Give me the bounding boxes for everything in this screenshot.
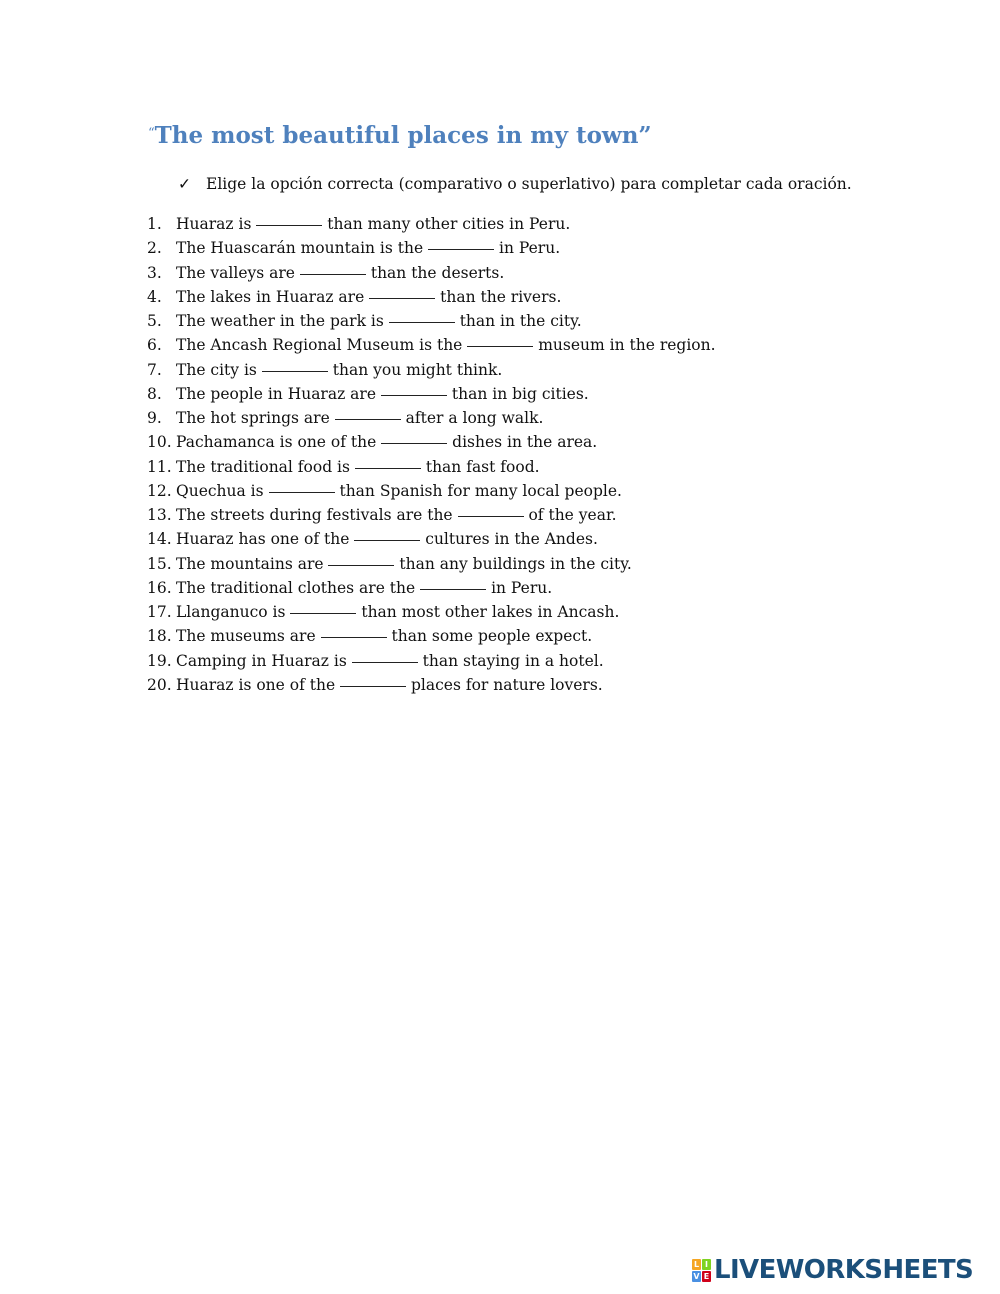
question-item: [147, 552, 716, 576]
question-text-after: places for nature lovers.: [411, 675, 603, 694]
question-text-after: in Peru.: [499, 239, 561, 258]
question-text-after: of the year.: [528, 506, 617, 524]
answer-blank[interactable]: [321, 636, 387, 638]
question-item: [147, 576, 716, 600]
logo-text: LIVEWORKSHEETS: [714, 1255, 974, 1285]
answer-blank[interactable]: [352, 661, 418, 663]
question-text-after: than many other cities in Peru.: [327, 215, 571, 233]
question-number: 2.: [147, 239, 162, 258]
question-text-before: Huaraz is one of the: [176, 675, 336, 694]
question-text-before: The museums are: [176, 627, 316, 646]
answer-blank[interactable]: [300, 273, 366, 275]
question-item: [147, 430, 716, 454]
question-text-before: The mountains are: [176, 554, 324, 573]
question-number: 20.: [147, 675, 172, 694]
question-item: [147, 527, 716, 551]
question-item: [147, 261, 716, 285]
answer-blank[interactable]: [335, 418, 401, 420]
question-list: [147, 212, 716, 697]
question-text-before: The streets during festivals are the: [176, 506, 453, 524]
answer-blank[interactable]: [467, 345, 533, 347]
question-text-before: The Huascarán mountain is the: [176, 239, 424, 258]
question-number: 8.: [147, 384, 162, 403]
question-text-after: than in the city.: [459, 312, 582, 330]
answer-blank[interactable]: [355, 467, 421, 469]
liveworksheets-logo: [692, 1254, 973, 1286]
question-item: [147, 673, 716, 697]
question-text-after: than the rivers.: [440, 287, 562, 306]
question-text-after: museum in the region.: [538, 336, 716, 355]
question-number: 17.: [147, 603, 172, 621]
question-text-before: The weather in the park is: [176, 312, 384, 330]
question-item: [147, 479, 716, 503]
question-text-after: than any buildings in the city.: [399, 554, 632, 573]
question-number: 3.: [147, 263, 162, 282]
instruction: [178, 172, 852, 196]
question-text-after: cultures in the Andes.: [425, 530, 598, 549]
question-number: 16.: [147, 578, 172, 597]
question-text-after: than some people expect.: [391, 627, 593, 646]
question-text-before: Quechua is: [176, 481, 264, 500]
question-text-before: Llanganuco is: [176, 603, 286, 621]
question-item: [147, 455, 716, 479]
logo-tile: I: [702, 1259, 711, 1270]
question-text-after: than fast food.: [425, 457, 540, 476]
answer-blank[interactable]: [381, 442, 447, 444]
answer-blank[interactable]: [389, 321, 455, 323]
title-text: The most beautiful places in my town”: [154, 122, 652, 149]
question-text-before: Pachamanca is one of the: [176, 433, 377, 452]
question-item: [147, 406, 716, 430]
answer-blank[interactable]: [458, 515, 524, 517]
answer-blank[interactable]: [290, 612, 356, 614]
question-item: [147, 212, 716, 236]
question-number: 11.: [147, 457, 172, 476]
question-item: [147, 309, 716, 333]
question-text-after: than in big cities.: [451, 384, 589, 403]
logo-tile: L: [693, 1259, 700, 1269]
question-number: 5.: [147, 312, 162, 330]
question-text-before: The valleys are: [176, 263, 295, 282]
question-text-after: than staying in a hotel.: [422, 651, 604, 670]
answer-blank[interactable]: [381, 394, 447, 396]
question-text-before: The people in Huaraz are: [176, 384, 377, 403]
question-number: 1.: [147, 215, 162, 233]
answer-blank[interactable]: [328, 564, 394, 566]
answer-blank[interactable]: [428, 248, 494, 250]
question-text-before: The traditional food is: [176, 457, 350, 476]
question-number: 12.: [147, 481, 172, 500]
question-item: [147, 382, 716, 406]
instruction-text: Elige la opción correcta (comparativo o superlativo) para completar cada oración.: [206, 175, 852, 193]
question-text-after: than most other lakes in Ancash.: [361, 603, 620, 621]
answer-blank[interactable]: [262, 370, 328, 372]
question-item: [147, 358, 716, 382]
question-number: 14.: [147, 530, 172, 549]
question-text-before: The traditional clothes are the: [176, 578, 416, 597]
question-text-before: Camping in Huaraz is: [176, 651, 347, 670]
question-number: 13.: [147, 506, 172, 524]
question-text-before: The city is: [176, 360, 257, 379]
question-number: 10.: [147, 433, 172, 452]
question-item: [147, 649, 716, 673]
answer-blank[interactable]: [340, 685, 406, 687]
question-number: 7.: [147, 360, 162, 379]
question-text-after: than Spanish for many local people.: [339, 481, 622, 500]
question-number: 6.: [147, 336, 162, 355]
worksheet-title: [148, 116, 652, 154]
question-item: [147, 624, 716, 648]
checkmark-icon: ✓: [178, 175, 191, 193]
liveworksheets-icon: [692, 1259, 711, 1282]
question-text-before: The Ancash Regional Museum is the: [176, 336, 463, 355]
logo-tile: V: [693, 1271, 700, 1281]
question-item: [147, 285, 716, 309]
question-number: 19.: [147, 651, 172, 670]
question-text-before: The lakes in Huaraz are: [176, 287, 365, 306]
question-text-before: The hot springs are: [176, 409, 330, 427]
question-item: [147, 503, 716, 527]
question-text-after: dishes in the area.: [452, 433, 598, 452]
question-text-after: in Peru.: [491, 578, 553, 597]
question-item: [147, 600, 716, 624]
question-text-after: than you might think.: [332, 360, 503, 379]
answer-blank[interactable]: [420, 588, 486, 590]
answer-blank[interactable]: [269, 491, 335, 493]
question-number: 18.: [147, 627, 172, 646]
question-number: 15.: [147, 554, 172, 573]
question-text-after: than the deserts.: [370, 263, 505, 282]
title-open-quote: “: [148, 126, 155, 141]
answer-blank[interactable]: [256, 224, 322, 226]
question-item: [147, 236, 716, 260]
question-text-before: Huaraz is: [176, 215, 252, 233]
answer-blank[interactable]: [354, 539, 420, 541]
question-text-after: after a long walk.: [405, 409, 544, 427]
question-number: 9.: [147, 409, 162, 427]
question-number: 4.: [147, 287, 162, 306]
logo-tile: E: [703, 1271, 710, 1281]
question-item: [147, 333, 716, 357]
answer-blank[interactable]: [369, 297, 435, 299]
question-text-before: Huaraz has one of the: [176, 530, 350, 549]
